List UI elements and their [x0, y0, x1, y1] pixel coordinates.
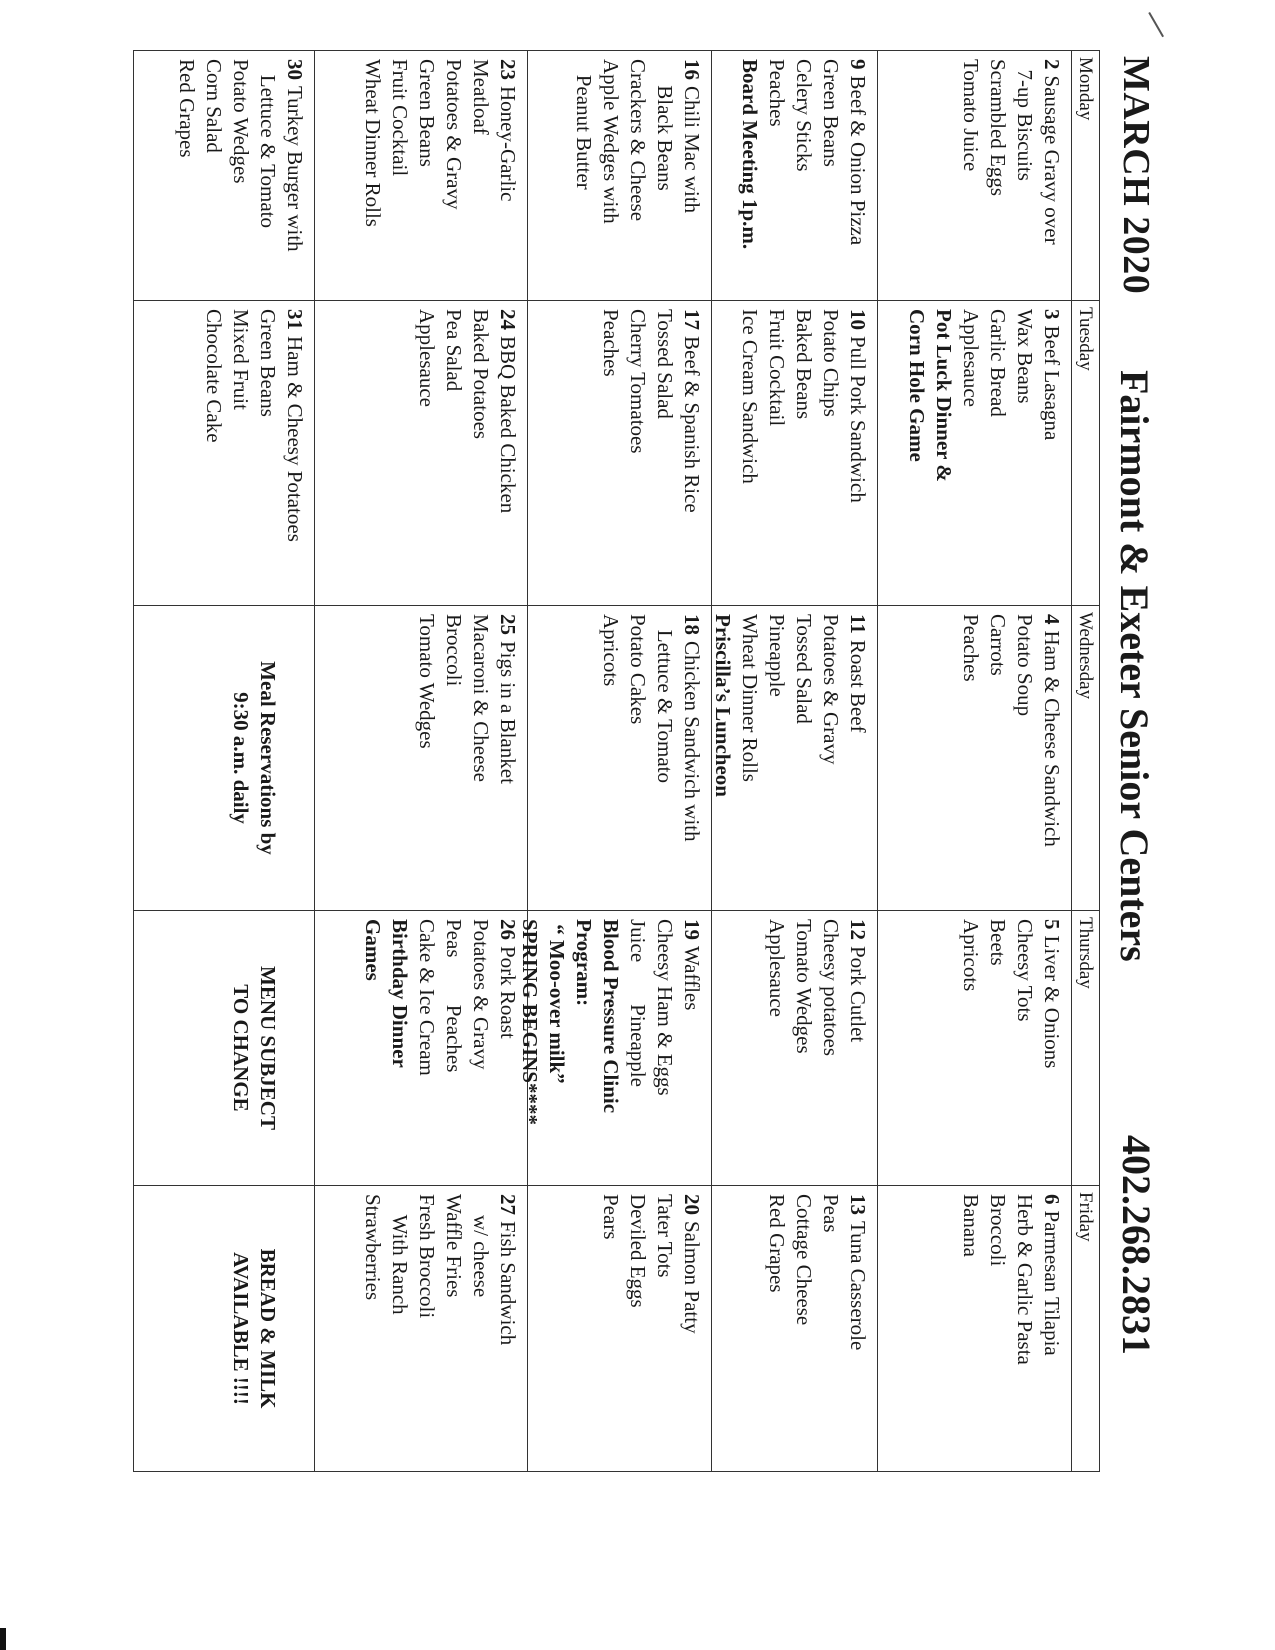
menu-line [200, 59, 227, 292]
day-number: 9 [846, 59, 870, 70]
menu-item-text: Potatoes & Gravy [819, 614, 843, 765]
menu-item-text: Sausage Gravy over [1040, 75, 1064, 245]
day-header-wednesday: Wednesday [1071, 606, 1099, 911]
calendar-day-cell [711, 606, 877, 911]
menu-item-text: Potatoes & Gravy [442, 59, 466, 210]
calendar-day-cell [877, 606, 1071, 911]
phone-number: 402.268.2831 [1114, 1135, 1159, 1355]
calendar-day-cell [711, 301, 877, 606]
menu-line [494, 614, 521, 902]
menu-item-text: Wheat Dinner Rolls [738, 614, 762, 782]
menu-item-text: Pork Roast [496, 946, 520, 1039]
day-number: 17 [680, 309, 704, 330]
menu-item-text: Pull Pork Sandwich [846, 336, 870, 503]
menu-item-text: With Ranch [388, 1194, 412, 1315]
day-number: 16 [680, 59, 704, 80]
menu-line [844, 614, 871, 902]
day-number: 11 [846, 614, 870, 634]
day-number: 10 [846, 309, 870, 330]
menu-line [957, 614, 984, 902]
day-number: 26 [496, 919, 520, 940]
menu-line [227, 614, 254, 902]
menu-line [844, 1194, 871, 1463]
day-number: 20 [680, 1194, 704, 1215]
menu-line [790, 614, 817, 902]
menu-line [597, 1194, 624, 1463]
menu-line [984, 309, 1011, 597]
menu-item-text: Crackers & Cheese [626, 59, 650, 222]
menu-item-text: Green Beans [819, 59, 843, 167]
menu-item-text: Celery Sticks [792, 59, 816, 172]
day-number: 19 [680, 919, 704, 940]
menu-item-text: Blood Pressure Clinic [599, 919, 623, 1114]
calendar-day-cell [527, 51, 711, 301]
menu-item-text: Potatoes & Gravy [469, 919, 493, 1070]
menu-item-text: Applesauce [959, 309, 983, 407]
day-header-tuesday: Tuesday [1071, 301, 1099, 606]
menu-line [763, 1194, 790, 1463]
menu-line [440, 59, 467, 292]
menu-item-text: Apricots [599, 614, 623, 687]
menu-item-text: Pears [599, 1194, 623, 1240]
menu-line [624, 614, 651, 902]
menu-item-text: Cheesy potatoes [819, 919, 843, 1057]
day-number: 5 [1040, 919, 1064, 930]
menu-item-text: BBQ Baked Chicken [496, 336, 520, 514]
menu-line [736, 309, 763, 597]
menu-item-text: Mixed Fruit [229, 309, 253, 410]
menu-line [984, 614, 1011, 902]
calendar-grid [133, 50, 1100, 1472]
menu-line [1038, 309, 1065, 597]
menu-line [930, 309, 957, 597]
menu-line [790, 309, 817, 597]
menu-item-text: w/ cheese [469, 1194, 493, 1298]
menu-line [359, 59, 386, 292]
menu-item-text: Cherry Tomatoes [626, 309, 650, 454]
menu-item-text: Chocolate Cake [202, 309, 226, 443]
calendar-day-cell [711, 1186, 877, 1471]
menu-line [763, 309, 790, 597]
menu-line [413, 309, 440, 597]
menu-line [597, 59, 624, 292]
menu-item-text: Broccoli [986, 1194, 1010, 1267]
menu-line [1011, 919, 1038, 1177]
menu-line [281, 309, 308, 597]
menu-item-text: Honey-Garlic [496, 86, 520, 202]
menu-line [467, 1194, 494, 1463]
menu-line [817, 919, 844, 1177]
menu-line [763, 614, 790, 902]
menu-item-text: Potato Soup [1013, 614, 1037, 717]
menu-item-text: 9:30 a.m. daily [229, 692, 253, 824]
calendar-day-cell [314, 606, 527, 911]
menu-item-text: Pea Salad [442, 309, 466, 392]
menu-item-text: Peas Peaches [442, 919, 466, 1073]
calendar-day-cell [134, 1186, 314, 1471]
menu-item-text: 7-up Biscuits [1013, 59, 1037, 181]
menu-line [790, 1194, 817, 1463]
menu-item-text: Pigs in a Blanket [496, 641, 520, 784]
menu-item-text: Green Beans [256, 309, 280, 417]
calendar-day-cell [518, 911, 711, 1186]
menu-item-text: Pot Luck Dinner & [932, 309, 956, 482]
menu-line [1038, 614, 1065, 902]
menu-line [957, 59, 984, 292]
menu-line [254, 309, 281, 597]
menu-line [957, 1194, 984, 1463]
menu-line [817, 309, 844, 597]
menu-line [200, 309, 227, 597]
menu-line [984, 1194, 1011, 1463]
menu-line [413, 614, 440, 902]
menu-item-text: Tossed Salad [792, 614, 816, 724]
menu-item-text: Beef Lasagna [1040, 325, 1064, 441]
menu-item-text: Tossed Salad [653, 309, 677, 419]
calendar-day-cell [711, 911, 877, 1186]
menu-line [651, 59, 678, 292]
menu-item-text: Baked Beans [792, 309, 816, 420]
calendar-day-cell [877, 911, 1071, 1186]
menu-line [817, 1194, 844, 1463]
calendar-day-cell [314, 301, 527, 606]
day-number: 23 [496, 59, 520, 80]
menu-line [413, 1194, 440, 1463]
day-number: 27 [496, 1194, 520, 1215]
menu-item-text: Cake & Ice Cream [415, 919, 439, 1076]
menu-item-text: Banana [959, 1194, 983, 1257]
calendar-day-cell [527, 301, 711, 606]
menu-line [844, 59, 871, 292]
menu-line [817, 614, 844, 902]
menu-line [624, 919, 651, 1177]
menu-line [440, 919, 467, 1177]
menu-item-text: Peas [819, 1194, 843, 1233]
menu-line [624, 59, 651, 292]
menu-line [651, 614, 678, 902]
day-number: 13 [846, 1194, 870, 1215]
menu-item-text: Baked Potatoes [469, 309, 493, 440]
menu-item-text: SPRING BEGINS**** [518, 919, 542, 1125]
menu-item-text: Black Beans [653, 59, 677, 191]
day-number: 31 [283, 309, 307, 330]
menu-item-text: Applesauce [765, 919, 789, 1017]
menu-line [570, 919, 597, 1177]
menu-item-text: Deviled Eggs [626, 1194, 650, 1308]
menu-line [254, 614, 281, 902]
menu-item-text: Tater Tots [653, 1194, 677, 1278]
day-number: 2 [1040, 59, 1064, 70]
menu-line [467, 309, 494, 597]
menu-item-text: Tuna Casserole [846, 1221, 870, 1351]
menu-line [651, 1194, 678, 1463]
calendar-day-cell [711, 51, 877, 301]
menu-item-text: “ Moo-over milk” [545, 919, 569, 1084]
menu-line [281, 1194, 308, 1463]
menu-item-text: Applesauce [415, 309, 439, 407]
menu-line [763, 919, 790, 1177]
calendar-day-cell [877, 51, 1071, 301]
menu-item-text: Tomato Wedges [792, 919, 816, 1054]
menu-item-text: Potato Wedges [229, 59, 253, 184]
day-header-thursday: Thursday [1071, 911, 1099, 1186]
menu-item-text: Corn Salad [202, 59, 226, 153]
menu-item-text: Cottage Cheese [792, 1194, 816, 1326]
scan-corner-mark [0, 1628, 6, 1650]
menu-item-text: Beef & Onion Pizza [846, 75, 870, 246]
menu-line [651, 309, 678, 597]
menu-item-text: Cheesy Ham & Eggs [653, 919, 677, 1096]
menu-line [413, 59, 440, 292]
menu-item-text: Meatloaf [469, 59, 493, 135]
menu-item-text: BREAD & MILK [256, 1248, 280, 1409]
menu-line [386, 59, 413, 292]
menu-item-text: Fruit Cocktail [765, 309, 789, 427]
day-number: 30 [283, 59, 307, 80]
menu-item-text: Beets [986, 919, 1010, 966]
menu-line [281, 614, 308, 902]
menu-line [790, 59, 817, 292]
menu-item-text: Priscilla’s Luncheon [711, 614, 735, 797]
menu-item-text: Potato Cakes [626, 614, 650, 725]
menu-line [1038, 1194, 1065, 1463]
calendar-day-cell [314, 1186, 527, 1471]
menu-item-text: Strawberries [361, 1194, 385, 1301]
menu-line [494, 309, 521, 597]
menu-line [386, 919, 413, 1177]
menu-line [957, 919, 984, 1177]
menu-item-text: Red Grapes [175, 59, 199, 158]
menu-item-text: Lettuce & Tomato [256, 59, 280, 229]
menu-line [1011, 614, 1038, 902]
menu-item-text: Liver & Onions [1040, 935, 1064, 1069]
menu-item-text: Fresh Broccoli [415, 1194, 439, 1319]
menu-line [440, 1194, 467, 1463]
menu-line [254, 59, 281, 292]
menu-line [494, 1194, 521, 1463]
menu-item-text: AVAILABLE !!!! [229, 1252, 253, 1405]
menu-item-text: Cheesy Tots [1013, 919, 1037, 1022]
center-name: Fairmont & Exeter Senior Centers [1112, 370, 1157, 962]
menu-item-text: Program: [572, 919, 596, 1007]
menu-line [763, 59, 790, 292]
menu-item-text: Fish Sandwich [496, 1221, 520, 1346]
menu-line [817, 59, 844, 292]
menu-item-text: Fruit Cocktail [388, 59, 412, 177]
menu-item-text: Peanut Butter [572, 59, 596, 190]
menu-item-text: Apricots [959, 919, 983, 992]
menu-line [173, 59, 200, 292]
menu-line [903, 309, 930, 597]
menu-line [467, 59, 494, 292]
menu-item-text: Garlic Bread [986, 309, 1010, 417]
menu-item-text: Red Grapes [765, 1194, 789, 1293]
menu-line [790, 919, 817, 1177]
day-header-monday: Monday [1071, 51, 1099, 301]
menu-item-text: Scrambled Eggs [986, 59, 1010, 197]
menu-line [1011, 59, 1038, 292]
menu-line [844, 919, 871, 1177]
menu-item-text: Roast Beef [846, 639, 870, 733]
menu-line [957, 309, 984, 597]
menu-item-text: Chili Mac with [680, 86, 704, 214]
menu-item-text: Carrots [986, 614, 1010, 676]
menu-item-text: Wax Beans [1013, 309, 1037, 404]
menu-line [359, 1194, 386, 1463]
menu-item-text: Board Meeting 1p.m. [738, 59, 762, 250]
menu-line [570, 59, 597, 292]
menu-line [736, 59, 763, 292]
menu-line [281, 919, 308, 1177]
calendar-day-cell [134, 301, 314, 606]
calendar-day-cell [314, 911, 527, 1186]
menu-line [413, 919, 440, 1177]
menu-item-text: Green Beans [415, 59, 439, 167]
calendar-day-cell [877, 1186, 1071, 1471]
calendar-day-cell [314, 51, 527, 301]
calendar-header [1100, 50, 1160, 1565]
menu-line [227, 309, 254, 597]
menu-item-text: Broccoli [442, 614, 466, 687]
menu-line [467, 614, 494, 902]
menu-item-text: Apple Wedges with [599, 59, 623, 224]
menu-line [1011, 309, 1038, 597]
menu-line [984, 59, 1011, 292]
menu-line [678, 59, 705, 292]
menu-line [254, 919, 281, 1177]
menu-item-text: Peaches [765, 59, 789, 127]
menu-item-text: Turkey Burger with [283, 86, 307, 252]
menu-item-text: Peaches [959, 614, 983, 682]
menu-item-text: Meal Reservations by [256, 661, 280, 855]
menu-item-text: Tomato Wedges [415, 614, 439, 749]
menu-line [440, 309, 467, 597]
menu-item-text: Corn Hole Game [905, 309, 929, 462]
menu-line [467, 919, 494, 1177]
menu-item-text: Ice Cream Sandwich [738, 309, 762, 484]
menu-item-text: Salmon Patty [680, 1221, 704, 1334]
menu-item-text: Herb & Garlic Pasta [1013, 1194, 1037, 1365]
menu-item-text: Beef & Spanish Rice [680, 336, 704, 513]
calendar-day-cell [527, 1186, 711, 1471]
menu-item-text: MENU SUBJECT [256, 966, 280, 1130]
menu-line [543, 919, 570, 1177]
menu-line [984, 919, 1011, 1177]
menu-line [597, 309, 624, 597]
menu-item-text: Pineapple [765, 614, 789, 697]
menu-line [227, 919, 254, 1177]
menu-line [597, 919, 624, 1177]
menu-line [624, 309, 651, 597]
menu-line [678, 614, 705, 902]
menu-item-text: Birthday Dinner [388, 919, 412, 1068]
day-number: 25 [496, 614, 520, 635]
menu-item-text: Wheat Dinner Rolls [361, 59, 385, 227]
day-number: 3 [1040, 309, 1064, 320]
calendar-day-cell [877, 301, 1071, 606]
menu-item-text: Ham & Cheese Sandwich [1040, 630, 1064, 847]
menu-item-text: Tomato Juice [959, 59, 983, 172]
menu-line [386, 1194, 413, 1463]
month-title: MARCH 2020 [1115, 56, 1157, 295]
menu-line [281, 59, 308, 292]
menu-item-text: Juice Pineapple [626, 919, 650, 1087]
menu-calendar-sheet [110, 50, 1160, 1565]
menu-item-text: Peaches [599, 309, 623, 377]
menu-line [651, 919, 678, 1177]
menu-item-text: Games [361, 919, 385, 981]
menu-item-text: Ham & Cheesy Potatoes [283, 336, 307, 542]
menu-item-text: Potato Chips [819, 309, 843, 417]
calendar-day-cell [134, 51, 314, 301]
menu-line [254, 1194, 281, 1463]
menu-line [597, 614, 624, 902]
menu-item-text: Chicken Sandwich with [680, 641, 704, 842]
menu-line [844, 309, 871, 597]
day-number: 24 [496, 309, 520, 330]
menu-item-text: Waffles [680, 946, 704, 1011]
menu-line [709, 614, 736, 902]
menu-line [678, 1194, 705, 1463]
menu-line [678, 309, 705, 597]
calendar-day-cell [134, 606, 314, 911]
calendar-day-cell [134, 911, 314, 1186]
menu-item-text: Macaroni & Cheese [469, 614, 493, 782]
menu-line [624, 1194, 651, 1463]
menu-line [736, 614, 763, 902]
menu-line [1038, 59, 1065, 292]
menu-line [494, 919, 521, 1177]
day-header-friday: Friday [1071, 1186, 1099, 1471]
menu-line [678, 919, 705, 1177]
menu-line [1011, 1194, 1038, 1463]
calendar-day-cell [527, 606, 711, 911]
menu-item-text: TO CHANGE [229, 984, 253, 1112]
menu-line [440, 614, 467, 902]
menu-item-text: Pork Cutlet [846, 946, 870, 1043]
menu-item-text: Waffle Fries [442, 1194, 466, 1298]
menu-line [359, 919, 386, 1177]
menu-line [494, 59, 521, 292]
day-number: 18 [680, 614, 704, 635]
menu-item-text: Parmesan Tilapia [1040, 1210, 1064, 1356]
menu-line [227, 59, 254, 292]
day-number: 4 [1040, 614, 1064, 625]
scan-mark [1148, 12, 1164, 37]
day-number: 6 [1040, 1194, 1064, 1205]
menu-line [227, 1194, 254, 1463]
day-number: 12 [846, 919, 870, 940]
menu-line [1038, 919, 1065, 1177]
menu-item-text: Lettuce & Tomato [653, 614, 677, 784]
